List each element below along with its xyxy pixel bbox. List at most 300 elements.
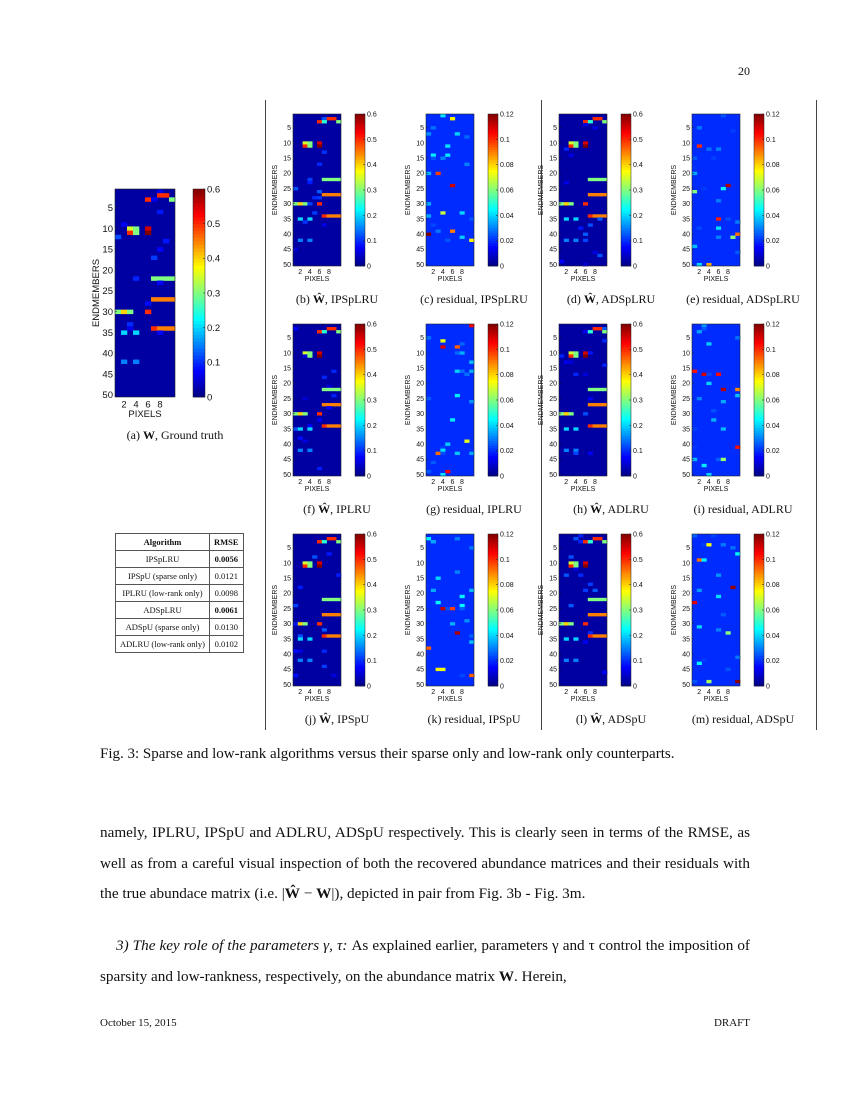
rmse-table — [115, 533, 244, 653]
y-tick-label: 15 — [682, 365, 690, 373]
body-text: As explained earlier, parameters γ and τ control the imposition of sparsity and low-rankness, respectively, on the abundance matrix — [100, 937, 750, 985]
y-tick-label: 40 — [682, 231, 690, 239]
table-row — [116, 551, 244, 568]
colorbar-tick-label: 0.06 — [500, 187, 514, 195]
colorbar-tick-label: 0.12 — [766, 321, 780, 329]
colorbar-tick-label: 0.1 — [207, 357, 221, 369]
y-tick-label: 5 — [287, 545, 291, 553]
y-tick-label: 5 — [553, 335, 557, 343]
y-tick-label: 50 — [682, 681, 690, 689]
y-tick-label: 25 — [682, 185, 690, 193]
x-axis-label: PIXELS — [570, 276, 596, 283]
x-tick-label: 6 — [583, 269, 588, 276]
x-axis-label: PIXELS — [304, 276, 330, 283]
y-tick-label: 5 — [686, 335, 690, 343]
colorbar-tick-label: 0.12 — [766, 111, 780, 119]
x-tick-label: 6 — [450, 479, 455, 486]
y-axis-label: ENDMEMBERS — [405, 584, 412, 636]
x-tick-label: 6 — [716, 269, 721, 276]
table-row — [116, 619, 244, 636]
colorbar-tick-label: 0.1 — [766, 346, 776, 354]
y-tick-label: 40 — [416, 231, 424, 239]
colorbar-tick-label: 0.1 — [633, 448, 643, 456]
y-tick-label: 15 — [416, 365, 424, 373]
heatmap-g — [400, 320, 532, 500]
body-text: . Herein, — [514, 967, 567, 985]
colorbar-tick-label: 0 — [766, 683, 770, 691]
y-tick-label: 40 — [102, 348, 113, 360]
y-tick-label: 35 — [416, 636, 424, 644]
colorbar-tick-label: 0.4 — [633, 372, 643, 380]
y-tick-label: 35 — [102, 327, 113, 339]
y-tick-label: 20 — [416, 170, 424, 178]
x-tick-label: 2 — [298, 269, 303, 276]
x-tick-label: 4 — [706, 479, 711, 486]
y-tick-label: 35 — [549, 216, 557, 224]
table-cell-rmse: 0.0056 — [209, 551, 243, 568]
y-tick-label: 10 — [283, 350, 291, 358]
y-tick-label: 30 — [416, 411, 424, 419]
y-tick-label: 20 — [682, 380, 690, 388]
y-tick-label: 5 — [107, 203, 113, 215]
heatmap-f — [267, 320, 399, 500]
x-axis-label: PIXELS — [128, 409, 162, 420]
colorbar-tick-label: 0.3 — [367, 397, 377, 405]
y-tick-label: 40 — [416, 651, 424, 659]
colorbar-tick-label: 0.6 — [367, 321, 377, 329]
y-tick-label: 15 — [283, 155, 291, 163]
x-axis-label: PIXELS — [437, 696, 463, 703]
heatmap-cells — [426, 324, 474, 476]
y-tick-label: 5 — [553, 545, 557, 553]
y-tick-label: 15 — [549, 575, 557, 583]
y-tick-label: 15 — [283, 365, 291, 373]
colorbar-tick-label: 0.6 — [207, 184, 221, 196]
y-tick-label: 50 — [283, 681, 291, 689]
subfigure-caption-b: (b) Ŵ, IPSpLRU — [295, 292, 379, 306]
heatmap-d — [533, 110, 665, 290]
y-tick-label: 10 — [549, 140, 557, 148]
table-cell-algorithm: IPLRU (low-rank only) — [116, 585, 210, 602]
x-tick-label: 2 — [121, 399, 127, 411]
colorbar-tick-label: 0.08 — [766, 162, 780, 170]
subfigure-caption-a: (a) W, Ground truth — [126, 428, 224, 442]
heatmap-cells — [426, 534, 474, 686]
y-tick-label: 45 — [682, 666, 690, 674]
subfigure-caption-l: (l) Ŵ, ADSpU — [575, 712, 647, 726]
y-tick-label: 5 — [287, 335, 291, 343]
x-tick-label: 6 — [583, 479, 588, 486]
y-tick-label: 45 — [283, 456, 291, 464]
y-tick-label: 20 — [682, 590, 690, 598]
y-tick-label: 50 — [549, 681, 557, 689]
colorbar-tick-label: 0.02 — [500, 238, 514, 246]
y-tick-label: 35 — [416, 216, 424, 224]
y-tick-label: 5 — [420, 125, 424, 133]
table-row — [116, 636, 244, 653]
heatmap-b — [267, 110, 399, 290]
heatmap-cells — [426, 114, 474, 266]
y-tick-label: 40 — [549, 231, 557, 239]
y-tick-label: 30 — [549, 621, 557, 629]
colorbar-tick-label: 0.3 — [367, 187, 377, 195]
subfigure-caption-k: (k) residual, IPSpU — [427, 712, 521, 726]
y-tick-label: 10 — [682, 560, 690, 568]
subfigure-caption-e: (e) residual, ADSpLRU — [686, 292, 800, 306]
colorbar-tick-label: 0.2 — [367, 422, 377, 430]
math-symbol: W — [143, 428, 155, 442]
y-tick-label: 10 — [416, 560, 424, 568]
y-axis-label: ENDMEMBERS — [538, 584, 545, 636]
x-tick-label: 2 — [697, 479, 702, 486]
x-tick-label: 4 — [573, 269, 578, 276]
heatmap-cells — [559, 534, 607, 686]
y-tick-label: 10 — [682, 140, 690, 148]
colorbar-tick-label: 0.6 — [633, 531, 643, 539]
y-tick-label: 10 — [416, 350, 424, 358]
body-paragraph-1 — [100, 818, 750, 910]
y-tick-label: 30 — [549, 201, 557, 209]
x-tick-label: 2 — [564, 689, 569, 696]
y-tick-label: 45 — [549, 246, 557, 254]
x-axis-label: PIXELS — [304, 696, 330, 703]
x-tick-label: 8 — [327, 269, 331, 276]
colorbar-tick-label: 0 — [633, 473, 637, 481]
body-text: |), depicted in pair from Fig. 3b - Fig. 3m. — [331, 885, 586, 902]
heatmap-cells — [293, 114, 341, 266]
y-tick-label: 10 — [416, 140, 424, 148]
colorbar-tick-label: 0.06 — [500, 397, 514, 405]
y-tick-label: 40 — [416, 441, 424, 449]
y-axis-label: ENDMEMBERS — [671, 164, 678, 216]
table-cell-algorithm: ADLRU (low-rank only) — [116, 636, 210, 653]
x-tick-label: 2 — [431, 269, 436, 276]
math-w-hat: Ŵ — [284, 885, 300, 902]
colorbar-tick-label: 0 — [367, 473, 371, 481]
y-tick-label: 45 — [102, 369, 113, 381]
table-row — [116, 602, 244, 619]
colorbar-tick-label: 0.6 — [633, 111, 643, 119]
colorbar-tick-label: 0 — [500, 473, 504, 481]
subfigure-caption-h: (h) Ŵ, ADLRU — [573, 502, 649, 516]
y-tick-label: 45 — [283, 246, 291, 254]
y-tick-label: 25 — [416, 185, 424, 193]
x-tick-label: 4 — [706, 269, 711, 276]
colorbar-tick-label: 0 — [367, 683, 371, 691]
y-tick-label: 20 — [549, 170, 557, 178]
subfigure-caption-j: (j) Ŵ, IPSpU — [304, 712, 370, 726]
colorbar-tick-label: 0.02 — [500, 658, 514, 666]
x-tick-label: 8 — [460, 479, 464, 486]
heatmap-cells — [115, 189, 175, 397]
y-tick-label: 5 — [287, 125, 291, 133]
y-tick-label: 10 — [283, 140, 291, 148]
y-tick-label: 10 — [549, 350, 557, 358]
y-tick-label: 20 — [416, 590, 424, 598]
colorbar-tick-label: 0.04 — [766, 422, 780, 430]
colorbar-tick-label: 0.6 — [633, 321, 643, 329]
figure-caption: Fig. 3: Sparse and low-rank algorithms versus their sparse only and low-rank only counterparts. — [100, 746, 675, 762]
y-tick-label: 15 — [102, 244, 113, 256]
x-tick-label: 8 — [593, 689, 597, 696]
colorbar-tick-label: 0.1 — [500, 136, 510, 144]
y-tick-label: 10 — [283, 560, 291, 568]
subfigure-caption-g: (g) residual, IPLRU — [426, 502, 522, 516]
table-cell-algorithm: IPSpU (sparse only) — [116, 568, 210, 585]
y-tick-label: 30 — [283, 621, 291, 629]
x-tick-label: 2 — [298, 689, 303, 696]
x-tick-label: 2 — [697, 269, 702, 276]
x-tick-label: 8 — [593, 269, 597, 276]
colorbar-tick-label: 0.4 — [367, 372, 377, 380]
y-tick-label: 5 — [686, 545, 690, 553]
x-tick-label: 8 — [327, 689, 331, 696]
heatmap-j — [267, 530, 399, 710]
colorbar-tick-label: 0.12 — [766, 531, 780, 539]
x-tick-label: 8 — [593, 479, 597, 486]
x-axis-label: PIXELS — [570, 696, 596, 703]
x-tick-label: 8 — [726, 689, 730, 696]
math-symbol: Ŵ — [319, 712, 332, 726]
y-tick-label: 50 — [283, 471, 291, 479]
x-tick-label: 4 — [573, 479, 578, 486]
y-axis-label: ENDMEMBERS — [538, 164, 545, 216]
x-axis-label: PIXELS — [703, 486, 729, 493]
y-axis-label: ENDMEMBERS — [91, 258, 102, 328]
math-w: W — [498, 967, 515, 985]
colorbar-tick-label: 0.3 — [207, 288, 221, 300]
heatmap-m — [666, 530, 798, 710]
x-axis-label: PIXELS — [570, 486, 596, 493]
colorbar-tick-label: 0.3 — [367, 607, 377, 615]
y-axis-label: ENDMEMBERS — [538, 374, 545, 426]
subfigure-caption-f: (f) Ŵ, IPLRU — [303, 502, 371, 516]
x-tick-label: 6 — [716, 689, 721, 696]
colorbar-tick-label: 0.12 — [500, 111, 514, 119]
x-tick-label: 6 — [317, 479, 322, 486]
colorbar-tick-label: 0.06 — [766, 397, 780, 405]
y-tick-label: 30 — [682, 411, 690, 419]
x-tick-label: 4 — [440, 479, 445, 486]
colorbar-tick-label: 0.06 — [766, 607, 780, 615]
colorbar-tick-label: 0.2 — [633, 422, 643, 430]
y-tick-label: 25 — [549, 185, 557, 193]
colorbar-tick-label: 0.1 — [367, 658, 377, 666]
colorbar-tick-label: 0.5 — [633, 556, 643, 564]
colorbar-tick-label: 0.2 — [367, 212, 377, 220]
y-tick-label: 50 — [283, 261, 291, 269]
colorbar-tick-label: 0.5 — [633, 346, 643, 354]
y-axis-label: ENDMEMBERS — [272, 584, 279, 636]
x-tick-label: 6 — [317, 689, 322, 696]
math-symbol: Ŵ — [318, 502, 331, 516]
y-tick-label: 25 — [682, 605, 690, 613]
y-tick-label: 30 — [682, 621, 690, 629]
colorbar-tick-label: 0.5 — [367, 556, 377, 564]
heatmap-h — [533, 320, 665, 500]
y-tick-label: 30 — [682, 201, 690, 209]
x-tick-label: 8 — [726, 479, 730, 486]
y-axis-label: ENDMEMBERS — [272, 374, 279, 426]
heatmap-c — [400, 110, 532, 290]
x-tick-label: 6 — [716, 479, 721, 486]
y-tick-label: 45 — [283, 666, 291, 674]
heatmap-l — [533, 530, 665, 710]
y-tick-label: 45 — [416, 666, 424, 674]
x-tick-label: 4 — [307, 479, 312, 486]
table-cell-rmse: 0.0061 — [209, 602, 243, 619]
y-tick-label: 20 — [283, 590, 291, 598]
heatmap-cells — [692, 534, 740, 686]
y-tick-label: 50 — [682, 261, 690, 269]
colorbar-tick-label: 0.4 — [633, 582, 643, 590]
y-tick-label: 40 — [283, 651, 291, 659]
colorbar-tick-label: 0.08 — [500, 162, 514, 170]
math-w: W — [316, 885, 332, 902]
y-tick-label: 50 — [416, 681, 424, 689]
colorbar-tick-label: 0 — [766, 263, 770, 271]
colorbar-tick-label: 0.08 — [766, 372, 780, 380]
x-tick-label: 4 — [440, 689, 445, 696]
y-tick-label: 35 — [549, 426, 557, 434]
x-tick-label: 8 — [460, 689, 464, 696]
x-axis-label: PIXELS — [703, 696, 729, 703]
x-tick-label: 8 — [726, 269, 730, 276]
heatmap-cells — [559, 114, 607, 266]
colorbar-tick-label: 0.02 — [766, 448, 780, 456]
y-tick-label: 5 — [420, 335, 424, 343]
y-tick-label: 40 — [549, 651, 557, 659]
y-tick-label: 50 — [416, 261, 424, 269]
colorbar-tick-label: 0.04 — [500, 212, 514, 220]
colorbar-tick-label: 0 — [766, 473, 770, 481]
footer-date: October 15, 2015 — [100, 1017, 177, 1029]
y-tick-label: 25 — [682, 395, 690, 403]
x-tick-label: 8 — [327, 479, 331, 486]
table-row — [116, 585, 244, 602]
y-tick-label: 30 — [102, 307, 113, 319]
colorbar-tick-label: 0.3 — [633, 187, 643, 195]
colorbar-tick-label: 0.6 — [367, 531, 377, 539]
y-tick-label: 50 — [682, 471, 690, 479]
x-tick-label: 2 — [431, 689, 436, 696]
y-tick-label: 35 — [682, 636, 690, 644]
colorbar-tick-label: 0.1 — [367, 238, 377, 246]
y-tick-label: 5 — [553, 125, 557, 133]
table-cell-algorithm: ADSpU (sparse only) — [116, 619, 210, 636]
y-tick-label: 25 — [416, 605, 424, 613]
colorbar-tick-label: 0.5 — [207, 218, 221, 230]
y-tick-label: 15 — [682, 575, 690, 583]
figure-divider-left — [265, 100, 266, 730]
y-tick-label: 35 — [283, 426, 291, 434]
x-tick-label: 2 — [564, 479, 569, 486]
footer-status: DRAFT — [713, 1017, 750, 1029]
colorbar-tick-label: 0.02 — [766, 238, 780, 246]
colorbar-tick-label: 0 — [367, 263, 371, 271]
colorbar-tick-label: 0.02 — [500, 448, 514, 456]
y-axis-label: ENDMEMBERS — [272, 164, 279, 216]
colorbar-tick-label: 0.1 — [633, 238, 643, 246]
y-tick-label: 50 — [416, 471, 424, 479]
y-tick-label: 15 — [416, 155, 424, 163]
colorbar-tick-label: 0 — [500, 683, 504, 691]
x-tick-label: 4 — [307, 689, 312, 696]
y-tick-label: 45 — [416, 456, 424, 464]
colorbar-tick-label: 0.2 — [633, 632, 643, 640]
table-cell-rmse: 0.0130 — [209, 619, 243, 636]
y-tick-label: 5 — [420, 545, 424, 553]
y-tick-label: 40 — [283, 231, 291, 239]
y-tick-label: 35 — [682, 426, 690, 434]
y-tick-label: 30 — [416, 621, 424, 629]
x-axis-label: PIXELS — [437, 276, 463, 283]
x-tick-label: 4 — [133, 399, 139, 411]
table-row — [116, 568, 244, 585]
heatmap-cells — [559, 324, 607, 476]
y-tick-label: 40 — [682, 651, 690, 659]
heatmap-cells — [293, 324, 341, 476]
colorbar-tick-label: 0.4 — [633, 162, 643, 170]
heatmap-cells — [293, 534, 341, 686]
colorbar-tick-label: 0.4 — [207, 253, 221, 265]
colorbar-tick-label: 0.2 — [207, 322, 221, 334]
colorbar-tick-label: 0.1 — [766, 136, 776, 144]
x-tick-label: 6 — [583, 689, 588, 696]
heatmap-a — [89, 185, 239, 421]
y-tick-label: 20 — [416, 380, 424, 388]
y-tick-label: 10 — [549, 560, 557, 568]
y-axis-label: ENDMEMBERS — [405, 164, 412, 216]
y-tick-label: 35 — [549, 636, 557, 644]
y-tick-label: 25 — [549, 605, 557, 613]
heatmap-cells — [692, 324, 740, 476]
colorbar-tick-label: 0 — [633, 263, 637, 271]
y-tick-label: 20 — [102, 265, 113, 277]
y-tick-label: 15 — [682, 155, 690, 163]
colorbar-tick-label: 0.12 — [500, 531, 514, 539]
y-tick-label: 45 — [682, 246, 690, 254]
subsection-heading: 3) The key role of the parameters γ, τ: — [116, 937, 348, 954]
x-axis-label: PIXELS — [304, 486, 330, 493]
subfigure-caption-c: (c) residual, IPSpLRU — [420, 292, 528, 306]
x-tick-label: 2 — [431, 479, 436, 486]
figure-divider-right — [816, 100, 817, 730]
y-tick-label: 15 — [416, 575, 424, 583]
y-tick-label: 15 — [283, 575, 291, 583]
y-tick-label: 30 — [416, 201, 424, 209]
y-tick-label: 30 — [283, 201, 291, 209]
x-tick-label: 8 — [460, 269, 464, 276]
colorbar-tick-label: 0.06 — [766, 187, 780, 195]
colorbar-tick-label: 0.04 — [500, 632, 514, 640]
y-tick-label: 20 — [549, 380, 557, 388]
page-number: 20 — [738, 64, 750, 78]
colorbar-tick-label: 0.1 — [367, 448, 377, 456]
colorbar-tick-label: 0.1 — [500, 346, 510, 354]
table-cell-rmse: 0.0121 — [209, 568, 243, 585]
colorbar-tick-label: 0.04 — [766, 212, 780, 220]
y-tick-label: 45 — [549, 456, 557, 464]
math-symbol: Ŵ — [590, 502, 603, 516]
colorbar-tick-label: 0.04 — [500, 422, 514, 430]
math-minus: − — [299, 885, 317, 902]
table-cell-rmse: 0.0102 — [209, 636, 243, 653]
x-tick-label: 6 — [317, 269, 322, 276]
y-tick-label: 25 — [283, 185, 291, 193]
x-tick-label: 2 — [697, 689, 702, 696]
colorbar-tick-label: 0.5 — [633, 136, 643, 144]
